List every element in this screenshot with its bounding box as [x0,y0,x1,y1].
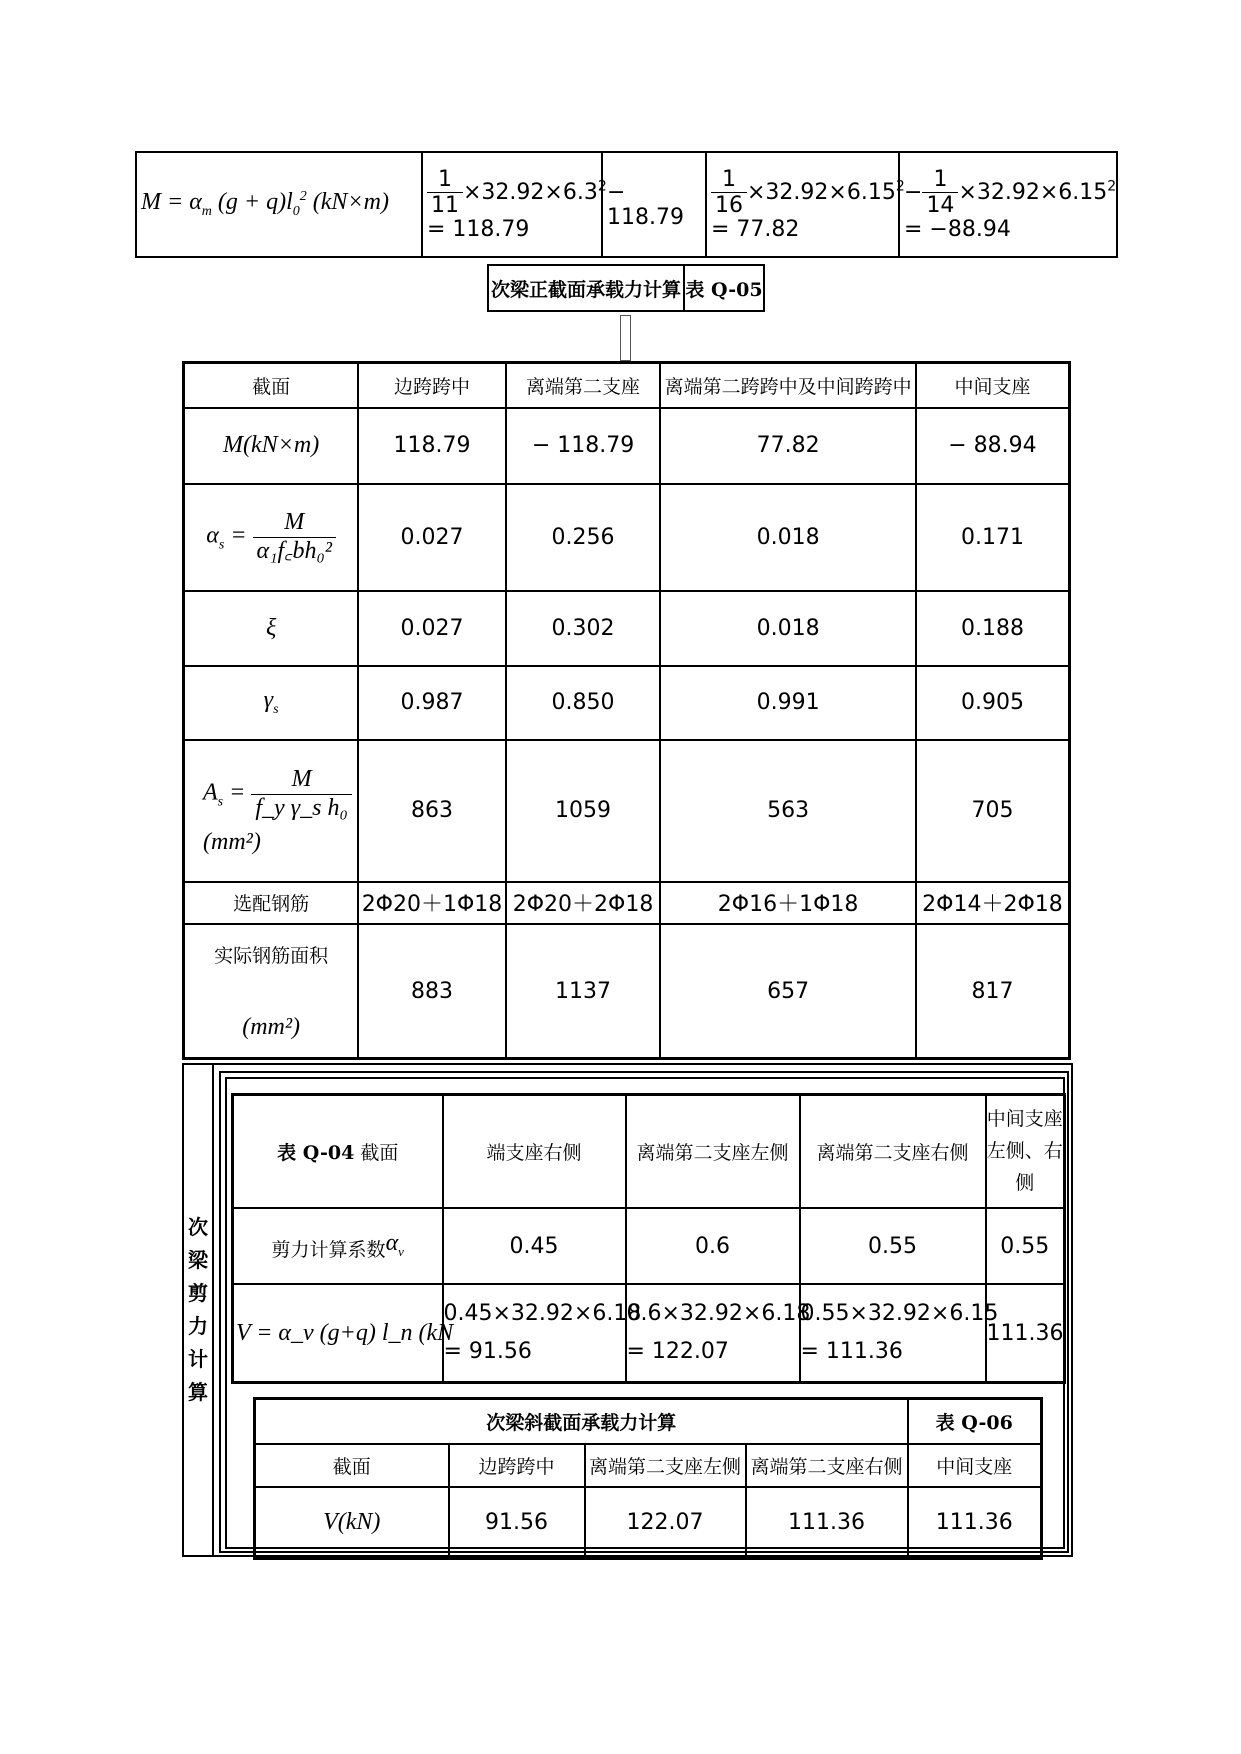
moment-cell-mid-span: $\frac{1}{16}$ $\times 32.92\times 6.15^2$ = 77.82 [706,152,899,257]
caption-title: 次梁正截面承载力计算 [489,266,685,310]
moment-result: = −88.94 [904,217,1011,243]
shear-inner-frame-border [225,1077,1065,1549]
q04-header-section: 表 Q-04 截面 [233,1095,443,1208]
moment-calc-row [135,151,1118,258]
flexural-capacity-table [182,361,1071,1060]
fraction: $\frac{1}{11}$ [427,167,463,219]
row-label-As: $A_s$ = $\frac{M}{\text{f\_y γ\_s h₀}}$ (mm²) [184,740,359,881]
row-label-shear-coef: 剪力计算系数$\alpha_v$ [233,1208,443,1285]
shear-capacity-table-q06 [253,1397,1043,1560]
text-cursor-marker [620,315,631,361]
moment-result: = 77.82 [711,217,800,243]
row-label-gamma-s: $\gamma_s$ [184,666,359,741]
table-header-row [184,363,1070,408]
row-label-actual-area: 实际钢筋面积 (mm²) [184,924,359,1058]
row-label-xi: ξ [184,591,359,666]
moment-result: = 118.79 [427,217,530,243]
row-label-shear-formula: V = α_v (g+q) l_n (kN [233,1284,443,1382]
moment-cell-second-support: − 118.79 [602,152,706,257]
table-row: M(kN×m) 118.79 − 118.79 77.82 − 88.94 [184,408,1070,484]
moment-formula-cell [136,152,422,257]
shear-vertical-label: 次 梁 剪 力 计 算 [184,1065,214,1555]
table-row: 选配钢筋 2Φ20＋1Φ18 2Φ20＋2Φ18 2Φ16＋1Φ18 2Φ14＋2Φ18 [184,882,1070,924]
table-caption-q05 [487,264,765,312]
table-row: V(kN) 91.56 122.07 111.36 111.36 [255,1487,1042,1558]
table-header-row: 截面 边跨跨中 离端第二支座左侧 离端第二支座右侧 中间支座 [255,1444,1042,1487]
header-mid-spans: 离端第二跨跨中及中间跨跨中 [660,363,916,408]
q06-table-number: 表 Q-06 [908,1399,1042,1445]
moment-cell-side-span: $\frac{1}{11}$ $\times 32.92\times 6.3^2$ = 118.79 [422,152,602,257]
header-middle-support: 中间支座 [916,363,1070,408]
table-row: V = α_v (g+q) l_n (kN 0.45×32.92×6.18 = 91.56 0.6×32.92×6.18 = 122.07 0.55×32.92×6.15 = 111.36 111.36 [233,1284,1065,1382]
shear-inner-frame [219,1071,1069,1553]
table-row: $\gamma_s$ 0.987 0.850 0.991 0.905 [184,666,1070,741]
table-row: 实际钢筋面积 (mm²) 883 1137 657 817 [184,924,1070,1058]
caption-table-number: 表 Q-05 [685,278,763,301]
row-label-shear: V(kN) [255,1487,449,1558]
table-header-row: 表 Q-04 截面 端支座右侧 离端第二支座左侧 离端第二支座右侧 中间支座左侧、右侧 [233,1095,1065,1208]
table-row: 剪力计算系数$\alpha_v$ 0.45 0.6 0.55 0.55 [233,1208,1065,1285]
shear-calculation-frame [182,1063,1073,1557]
moment-formula: $M = \alpha_m$ $(g + q)l_0^2$ (kN×m) [141,189,389,219]
table-row: $\alpha_s$ = $\frac{M}{\text{α₁f꜀bh₀²}}$ 0.027 0.256 0.018 0.171 [184,484,1070,591]
header-side-span: 边跨跨中 [358,363,505,408]
table-row: ξ 0.027 0.302 0.018 0.188 [184,591,1070,666]
row-label-rebar: 选配钢筋 [184,882,359,924]
q06-title: 次梁斜截面承载力计算 [255,1399,908,1445]
header-second-support: 离端第二支座 [506,363,661,408]
table-row: $A_s$ = $\frac{M}{\text{f\_y γ\_s h₀}}$ (mm²) 863 1059 563 705 [184,740,1070,881]
fraction: $\frac{1}{16}$ [711,167,747,219]
q06-title-row [255,1399,1042,1445]
fraction: $\frac{1}{14}$ [922,167,958,219]
header-section: 截面 [184,363,359,408]
shear-force-table-q04 [231,1093,1066,1384]
row-label-moment: M(kN×m) [184,408,359,484]
row-label-alpha-s: $\alpha_s$ = $\frac{M}{\text{α₁f꜀bh₀²}}$ [184,484,359,591]
moment-cell-middle-support: − $\frac{1}{14}$ $\times 32.92\times 6.15^2$ = −88.94 [899,152,1117,257]
